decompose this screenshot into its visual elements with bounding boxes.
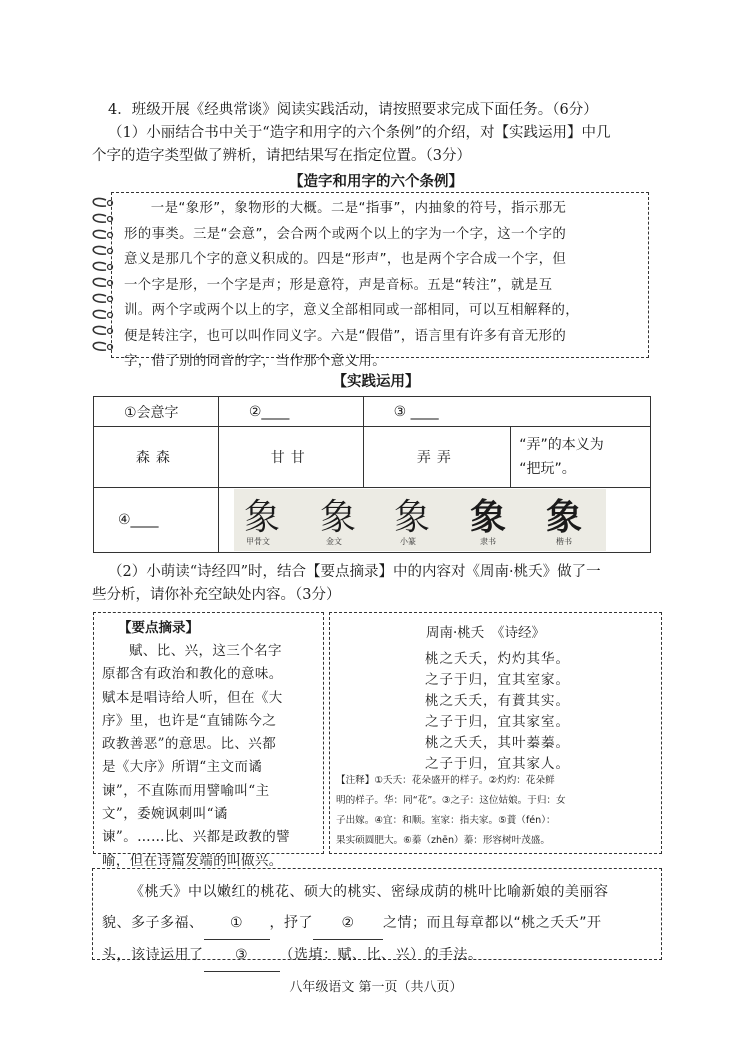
poem-note-line: 子出嫁。④宜：和顺。室家：指夫家。⑤蕡（fén）： [336,815,556,826]
fill-blank-1[interactable]: ① [204,908,270,940]
practice-header-3[interactable]: ③ ____ [363,397,650,427]
practice-header-2[interactable]: ②____ [218,397,363,427]
keypoints-line: 喻，但在诗篇发端的叫做兴。 [102,852,283,869]
poem-note-line: 明的样子。华：同“花”。③之子：这位姑娘。于归：女 [336,795,566,806]
practice-note [511,427,651,488]
practice-header-1: ①会意字 [94,397,219,427]
evolution-label: 金文 [326,537,342,546]
keypoints-line: 是《大序》所谓“主文而谲 [102,759,263,776]
poem-note-line: 果实硕圆肥大。⑥蓁（zhēn）蓁：形容树叶茂盛。 [336,835,550,846]
poem-notes [336,771,656,851]
rules-title: 【造字和用字的六个条例】 [289,174,463,190]
fill-line1: 《桃夭》中以嫩红的桃花、硕大的桃实、密绿成荫的桃叶比喻新娘的美丽容 [130,884,609,900]
rules-line: 一个字是形，一个字是声；形是意符，声是音标。五是“转注”，就是互 [124,277,553,293]
evolution-label: 隶书 [480,537,496,546]
question-part1-line1: （1）小丽结合书中关于“造字和用字的六个条例”的介绍，对【实践运用】中几 [108,125,611,141]
practice-note-line1: “弄”的本义为 [519,437,604,453]
fill-in-text [102,877,652,972]
evolution-glyph: 象 [394,497,431,538]
evolution-glyph: 象 [320,497,357,538]
question-title: 4．班级开展《经典常谈》阅读实践活动，请按照要求完成下面任务。（6分） [108,102,598,118]
evolution-glyph: 象 [470,496,507,538]
practice-note-line2: “把玩”。 [519,461,576,477]
rules-line: 意义是那几个字的意义积成的。四是“形声”，也是两个字合成一个字，但 [124,252,567,267]
evolution-label: 楷书 [556,537,572,546]
rules-line: 形的事类。三是“会意”，会合两个或两个以上的字为一个字，这一个字的 [124,226,567,242]
keypoints-line: 序》里，也许是“直铺陈今之 [102,712,277,729]
poem-line: 之子于归，宜其家人。 [425,756,570,772]
keypoints-line: 赋本是唱诗给人听，但在《大 [102,689,283,706]
keypoints-line: 文”，委婉讽刺叫“谲 [102,806,228,823]
poem-line: 桃之夭夭，其叶蓁蓁。 [425,735,570,751]
fill-text-segment: （选填：赋、比、兴）的手法。 [279,947,483,963]
keypoints-line: 谏”，不直陈而用譬喻叫“主 [102,782,270,799]
fill-text-segment: 貌、多子多福、 [102,915,204,931]
rules-line: 训。两个字或两个以上的字，意义全部相同或一部相同，可以互相解释的， [124,303,580,318]
rules-line: 一是“象形”，象物形的大概。二是“指事”，内抽象的符号，指示那无 [150,201,567,216]
poem-line: 之子于归，宜其家室。 [425,714,570,730]
rules-line: 便是转注字，也可以叫作同义字。六是“假借”，语言里有许多有音无形的 [124,328,567,344]
fill-line2 [102,908,652,940]
poem-title: 周南·桃夭 《诗经》 [426,625,546,641]
evolution-glyph: 象 [244,497,281,538]
poem-line: 桃之夭夭，有蕡其实。 [425,693,570,709]
glyph-sen: 森森 [94,427,219,488]
keypoints-text [102,640,316,873]
keypoints-line: 谏”。……比、兴都是政教的譬 [102,829,291,846]
poem-line: 桃之夭夭，灼灼其华。 [425,651,570,667]
part2-line2: 些分析，请你补充空缺处内容。（3分） [92,587,341,603]
keypoints-line: 赋、比、兴，这三个名字 [129,643,282,659]
fill-blank-3[interactable]: ③ [204,940,280,972]
character-evolution-image [234,489,606,551]
rules-line: 字，借了别的同音的字，当作那个意义用。 [124,354,387,369]
fill-line3 [102,940,652,972]
evolution-glyph: 象 [546,496,583,538]
evolution-label: 小篆 [400,537,416,546]
page-footer: 八年级语文 第一页（共八页） [289,980,463,995]
question-part1-line2: 个字的造字类型做了辨析，请把结果写在指定位置。（3分） [92,148,471,164]
fill-blank-2[interactable]: ② [313,908,383,940]
evolution-label: 甲骨文 [246,537,270,546]
practice-row4-label[interactable]: ④____ [94,488,219,553]
fill-text-segment: 之情；而且每章都以“桃之夭夭”开 [383,915,602,931]
fill-text-segment: 头，该诗运用了 [102,947,204,963]
rules-box [111,192,649,369]
fill-text-segment: ，抒了 [269,915,313,931]
keypoints-line: 政教善恶”的意思。比、兴都 [102,736,277,753]
poem-line: 之子于归，宜其室家。 [425,672,570,688]
poem-note-line: 【注释】①夭夭：花朵盛开的样子。②灼灼：花朵鲜 [336,775,555,786]
keypoints-title: 【要点摘录】 [118,620,199,636]
glyph-nong: 弄弄 [363,427,511,488]
keypoints-line: 原都含有政治和教化的意味。 [102,666,283,683]
part2-line1: （2）小萌读“诗经四”时，结合【要点摘录】中的内容对《周南·桃夭》做了一 [108,564,601,580]
glyph-gan: 甘甘 [218,427,363,488]
practice-title: 【实践运用】 [332,374,420,390]
